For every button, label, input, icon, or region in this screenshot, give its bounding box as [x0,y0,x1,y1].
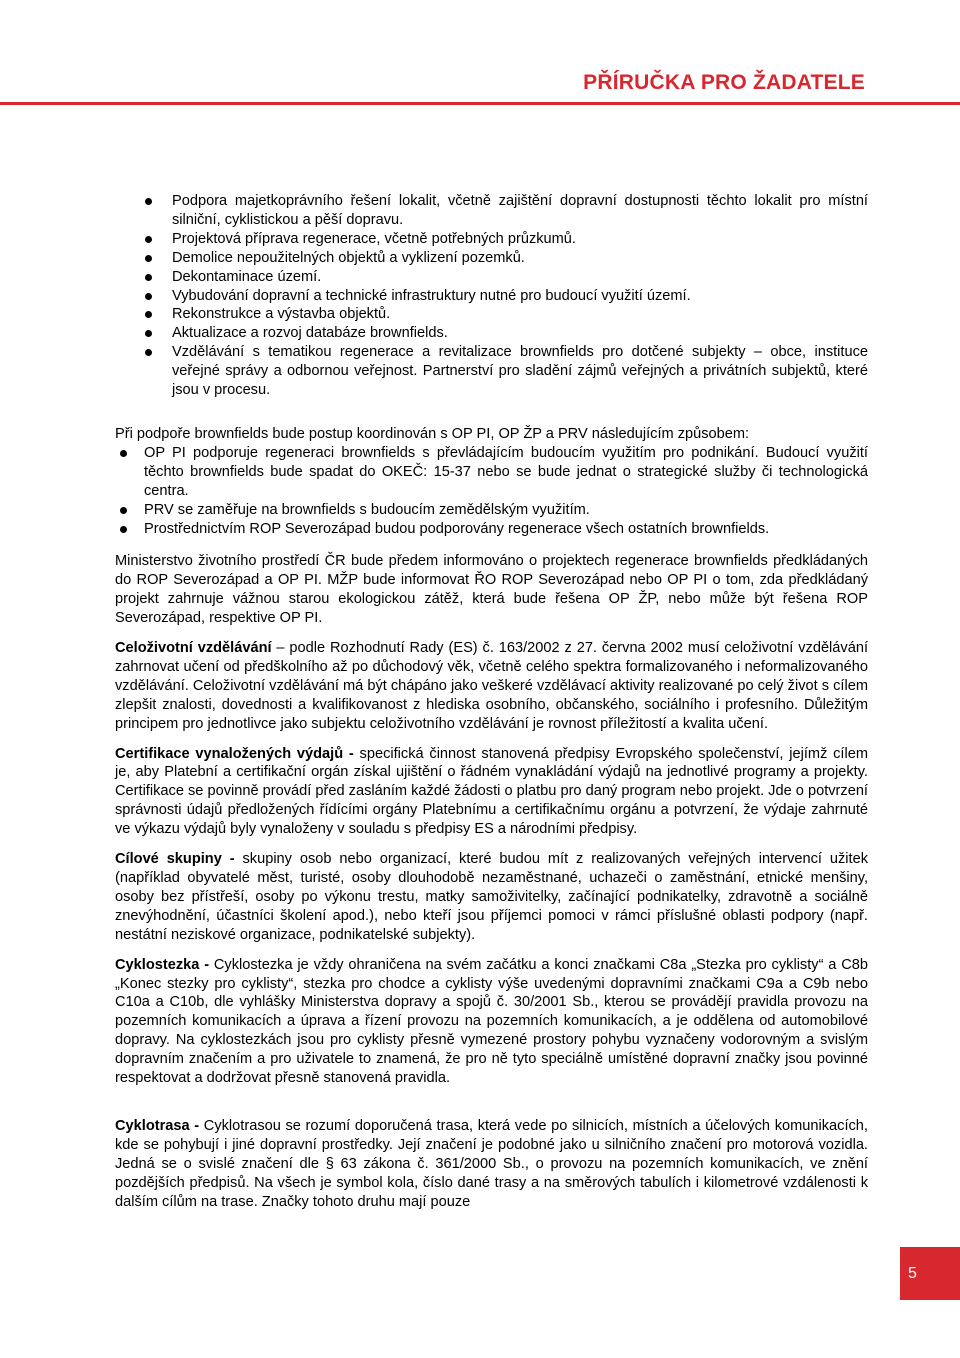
list-item: PRV se zaměřuje na brownfields s budoucím zemědělským využitím. [144,501,868,520]
coordination-intro: Při podpoře brownfields bude postup koordinován s OP PI, OP ŽP a PRV následujícím způsobem: [115,425,750,442]
definition-text: skupiny osob nebo organizací, které budou mít z realizovaných veřejných intervencí užitek (například obyvatelé měst, turisté, osoby dlouhodobě nezaměstnané, uchazeči o zaměstnání, etnické menšiny, osoby bez přístřeší, osoby po výkonu trestu, matky samoživitelky, začínající podnikatelky, zdravotně a sociálně znevýhodnění, účastníci školení apod.), nebo kteří jsou příjemci pomoci v rámci příslušné oblasti podpory (např. nestátní neziskové organizace, podnikatelské subjekty). [115,851,868,943]
measures-list [115,192,868,400]
list-item: Projektová příprava regenerace, včetně potřebných průzkumů. [172,230,868,249]
list-item: Dekontaminace území. [172,268,868,287]
definition-text: Cyklotrasou se rozumí doporučená trasa, která vede po silnicích, místních a účelových komunikacích, kde se pohybují i jiné dopravní prostředky. Její značení je podobné jako u silničního značení pro motorová vozidla. Jedná se o svislé značení dle § 63 zákona č. 361/2000 Sb., o provozu na pozemních komunikacích, ve znění pozdějších předpisů. Na všech je symbol kola, číslo dané trasy a na směrových tabulích i kilometrové vzdálenosti k dalším cílům na trase. Značky tohoto druhu mají pouze [115,1117,868,1210]
page-content [115,192,868,1212]
definition-term: Cyklotrasa - [115,1117,200,1134]
definition-cycle-path [115,956,868,1088]
definition-certification [115,745,868,840]
list-item: Vybudování dopravní a technické infrastruktury nutné pro budoucí využití území. [172,287,868,306]
definition-term: Cyklostezka - [115,956,210,973]
ministry-paragraph: Ministerstvo životního prostředí ČR bude předem informováno o projektech regenerace brownfields předkládaných do ROP Severozápad a OP PI. MŽP bude informovat ŘO ROP Severozápad nebo OP PI o tom, zda předkládaný projekt zahrnuje vážnou starou ekologickou zátěž, která bude řešena OP ŽP, nebo může být řešena ROP Severozápad, respektive OP PI. [115,553,868,627]
list-item: Demolice nepoužitelných objektů a vyklizení pozemků. [172,249,868,268]
definition-term: Celoživotní vzdělávání [115,640,272,657]
definition-cycle-route [115,1117,868,1212]
definition-text: – podle Rozhodnutí Rady (ES) č. 163/2002 z 27. června 2002 musí celoživotní vzdělávání zahrnovat učení od předškolního až po důchodový věk, včetně celého spektra formalizovaného i neformalizovaného vzdělávání. Celoživotní vzdělávání má být chápáno jako veškeré vzdělávací aktivity realizované po celý život s cílem zlepšit znalosti, dovednosti a kvalifikovanost z hlediska osobního, občanského, sociálního i profesního. Důležitým principem pro jednotlivce jako subjektu celoživotního vzdělávání je rovnost příležitostí a kvalita učení. [115,640,869,732]
list-item: Aktualizace a rozvoj databáze brownfields. [172,324,868,343]
list-item: Rekonstrukce a výstavba objektů. [172,305,868,324]
list-item: Prostřednictvím ROP Severozápad budou podporovány regenerace všech ostatních brownfields. [144,520,868,539]
list-item: Podpora majetkoprávního řešení lokalit, včetně zajištění dopravní dostupnosti těchto lokalit pro místní silniční, cyklistickou a pěší dopravu. [172,193,868,228]
definition-text: specifická činnost stanovená předpisy Evropského společenství, jejímž cílem je, aby Platební a certifikační orgán získal ujištění o řádném vynakládání výdajů na jednotlivé programy a projekty. Certifikace se povinně provádí před zasláním každé žádosti o platbu pro daný program nebo projekt. Jde o potvrzení správnosti údajů předložených řídícími orgány Platebnímu a certifikačnímu orgánu a potvrzení, že výdaje zahrnuté ve výkazu výdajů byly vynaloženy v souladu s předpisy ES a národními předpisy. [115,745,869,838]
list-item: Vzdělávání s tematikou regenerace a revitalizace brownfields pro dotčené subjekty – obce, instituce veřejné správy a odbornou veřejnost. Partnerství pro sladění zájmů veřejných a privátních subjektů, které jsou v procesu. [172,344,868,399]
page-header-title: PŘÍRUČKA PRO ŽADATELE [583,71,865,94]
list-item: OP PI podporuje regeneraci brownfields s převládajícím budoucím využitím pro podnikání. Budoucí využití těchto brownfields bude spadat do OKEČ: 15-37 nebo se bude jednat o strategické služby či technologická centra. [144,444,868,499]
definition-term: Cílové skupiny - [115,851,235,868]
definition-lifelong-learning [115,639,868,734]
definition-target-groups [115,850,868,945]
coordination-list [115,444,868,539]
page-number: 5 [900,1247,960,1300]
definition-term: Certifikace vynaložených výdajů - [115,745,354,762]
header-divider [0,102,960,105]
definition-text: Cyklostezka je vždy ohraničena na svém začátku a konci značkami C8a „Stezka pro cyklisty“ a C8b „Konec stezky pro cyklisty“, stezka pro chodce a cyklisty výše uvedenými dopravními značkami C9a a C9b nebo C10a a C10b, dle vyhlášky Ministerstva dopravy a spojů č. 30/2001 Sb., kterou se provádějí pravidla provozu na pozemních komunikacích a úprava a řízení provozu na pozemních komunikacích, a je oddělena od automobilové dopravy. Na cyklostezkách jsou pro cyklisty přesně vymezené prostory pohybu vyznačeny vodorovným a svislým dopravním značením a pro uživatele to znamená, že pro ně tyto speciálně umístěné dopravní značky jsou povinné respektovat a dodržovat přesně stanovená pravidla. [115,956,868,1087]
